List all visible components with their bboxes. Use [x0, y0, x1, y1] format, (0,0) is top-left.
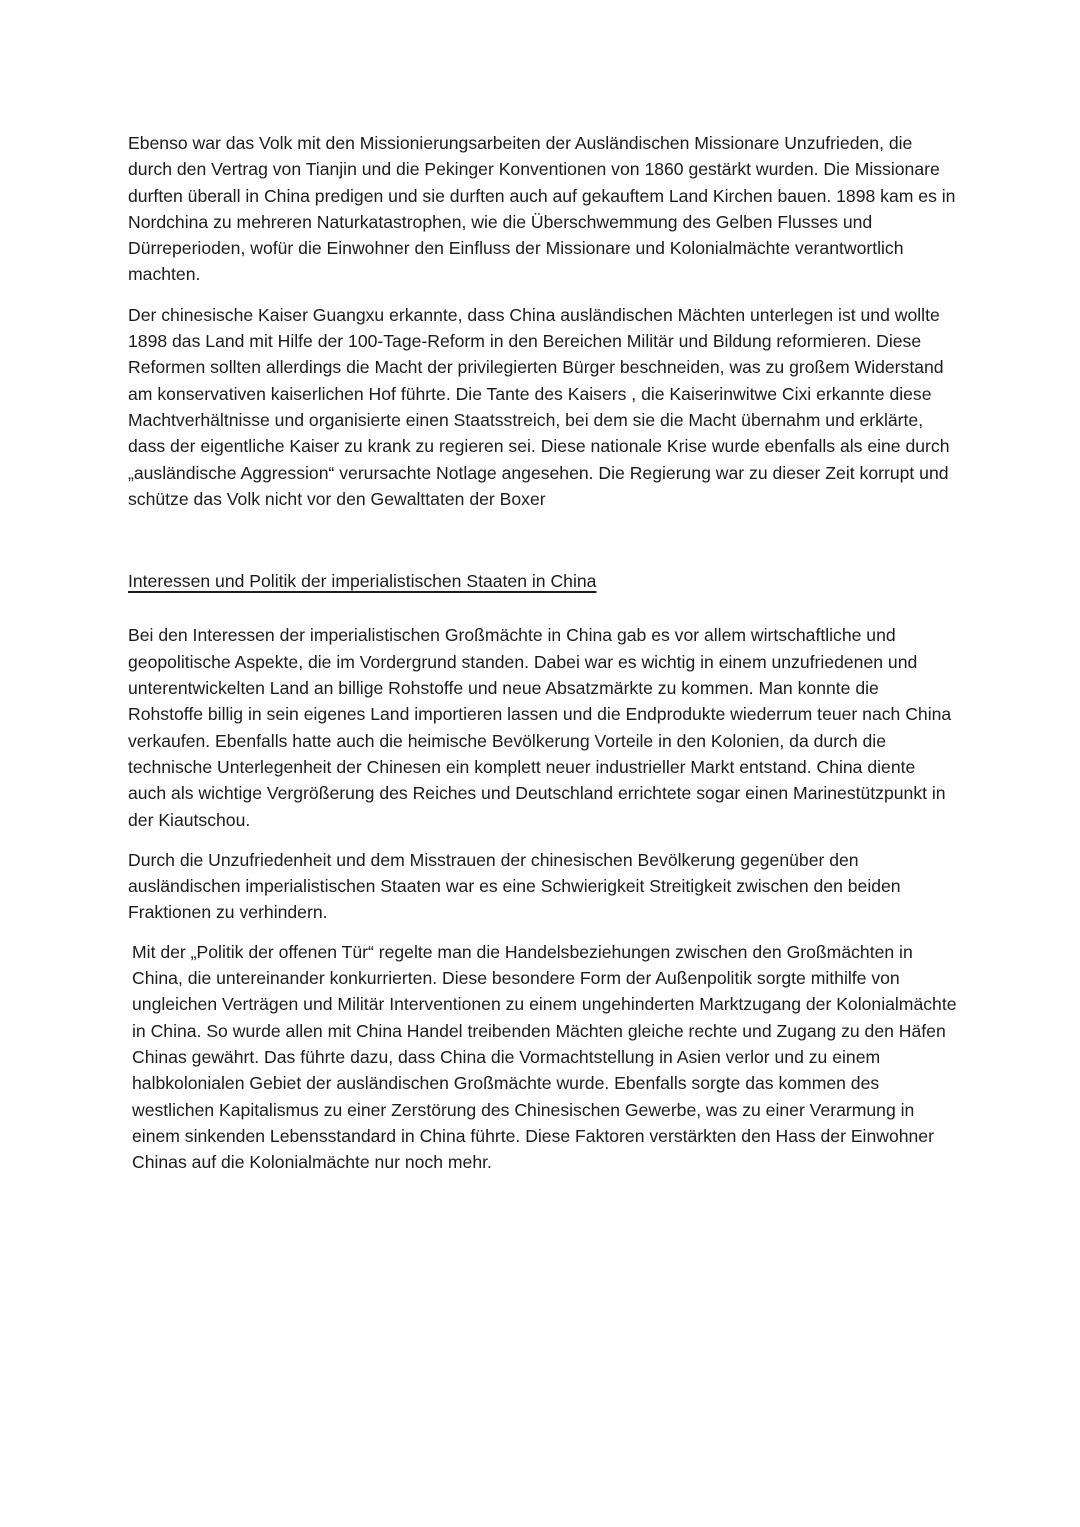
- section-heading-wrapper: [128, 568, 958, 608]
- paragraph-open-door-policy: Mit der „Politik der offenen Tür“ regelte man die Handelsbeziehungen zwischen den Großmächten in China, die untereinander konkurrierten. Diese besondere Form der Außenpolitik sorgte mithilfe von ungleichen Verträgen und Militär Interventionen zu einem ungehinderten Marktzugang der Kolonialmächte in China. So wurde allen mit China Handel treibenden Mächten gleiche rechte und Zugang zu den Häfen Chinas gewährt. Das führte dazu, dass China die Vormachtstellung in Asien verlor und zu einem halbkolonialen Gebiet der ausländischen Großmächte wurde. Ebenfalls sorgte das kommen des westlichen Kapitalismus zu einer Zerstörung des Chinesischen Gewerbe, was zu einer Verarmung in einem sinkenden Lebensstandard in China führte. Diese Faktoren verstärkten den Hass der Einwohner Chinas auf die Kolonialmächte nur noch mehr.: [132, 941, 957, 1173]
- document-page: [128, 130, 958, 1189]
- paragraph-interests: Bei den Interessen der imperialistischen Großmächte in China gab es vor allem wirtschaftliche und geopolitische Aspekte, die im Vordergrund standen. Dabei war es wichtig in einem unzufriedenen und unterentwickelten Land an billige Rohstoffe und neue Absatzmärkte zu kommen. Man konnte die Rohstoffe billig in sein eigenes Land importieren lassen und die Endprodukte wiederrum teuer nach China verkaufen. Ebenfalls hatte auch die heimische Bevölkerung Vorteile in den Kolonien, da durch die technische Unterlegenheit der Chinesen ein komplett neuer industrieller Markt entstand. China diente auch als wichtige Vergrößerung des Reiches und Deutschland errichtete sogar einen Marinestützpunkt in der Kiautschou.: [128, 625, 952, 830]
- section-heading: Interessen und Politik der imperialistischen Staaten in China: [128, 571, 597, 592]
- paragraph-emperor-guangxu: Der chinesische Kaiser Guangxu erkannte, dass China ausländischen Mächten unterlegen ist und wollte 1898 das Land mit Hilfe der 100-Tage-Reform in den Bereichen Militär und Bildung reformieren. Diese Reformen sollten allerdings die Macht der privilegierten Bürger beschneiden, was zu großem Widerstand am konservativen kaiserlichen Hof führte. Die Tante des Kaisers , die Kaiserinwitwe Cixi erkannte diese Machtverhältnisse und organisierte einen Staatsstreich, bei dem sie die Macht übernahm und erklärte, dass der eigentliche Kaiser zu krank zu regieren sei. Diese nationale Krise wurde ebenfalls als eine durch „ausländische Aggression“ verursachte Notlage angesehen. Die Regierung war zu dieser Zeit korrupt und schütze das Volk nicht vor den Gewalttaten der Boxer: [128, 304, 950, 509]
- paragraph-distrust: Durch die Unzufriedenheit und dem Misstrauen der chinesischen Bevölkerung gegenüber den ausländischen imperialistischen Staaten war es eine Schwierigkeit Streitigkeit zwischen den beiden Fraktionen zu verhindern.: [128, 849, 901, 923]
- paragraph-missionaries: Ebenso war das Volk mit den Missionierungsarbeiten der Ausländischen Missionare Unzufrieden, die durch den Vertrag von Tianjin und die Pekinger Konventionen von 1860 gestärkt wurden. Die Missionare durften überall in China predigen und sie durften auch auf gekauftem Land Kirchen bauen. 1898 kam es in Nordchina zu mehreren Naturkatastrophen, wie die Überschwemmung des Gelben Flusses und Dürreperioden, wofür die Einwohner den Einfluss der Missionare und Kolonialmächte verantwortlich machten.: [128, 133, 956, 285]
